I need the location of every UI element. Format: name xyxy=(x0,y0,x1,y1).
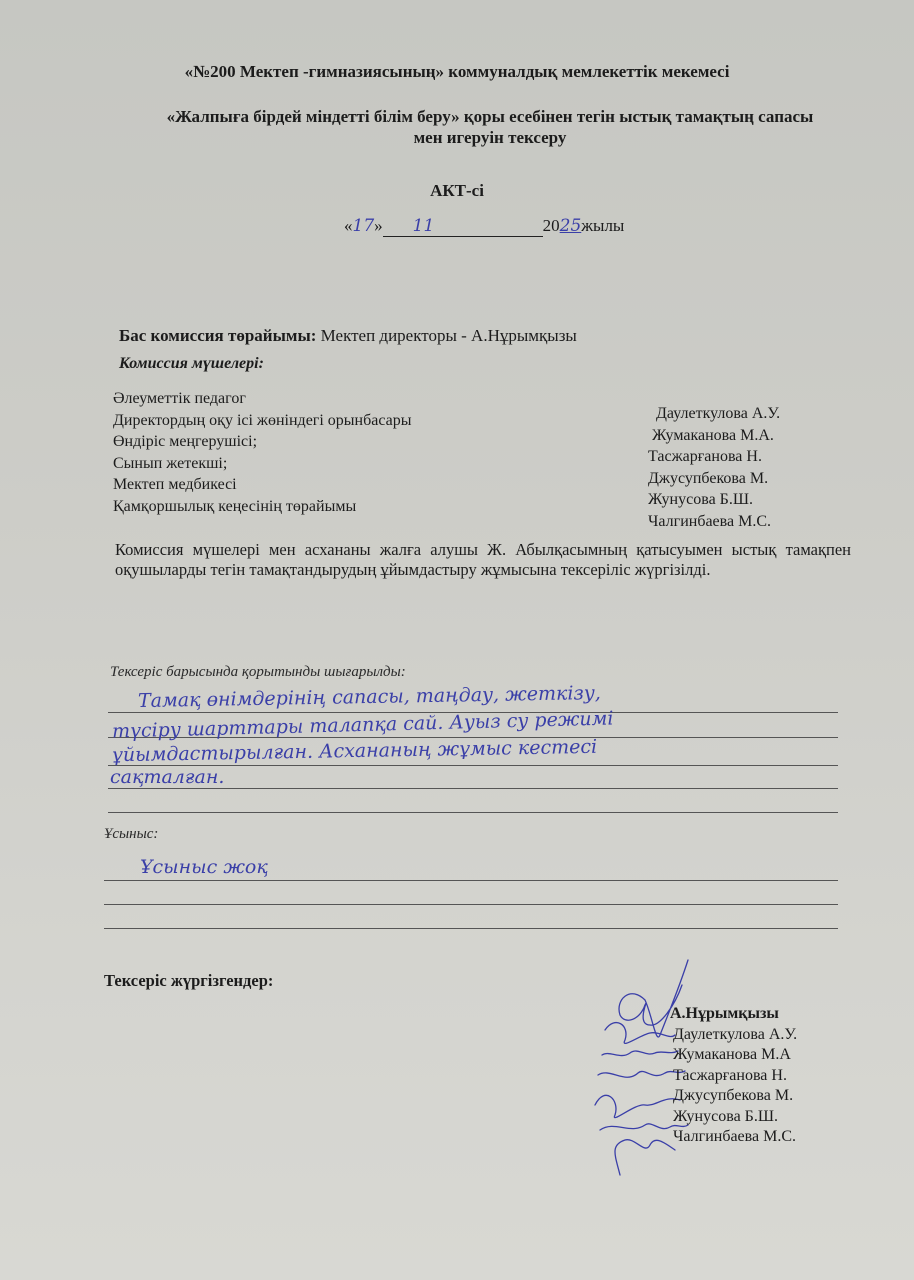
conclusion-handwritten-line: Тамақ өнімдерінің сапасы, таңдау, жеткізу, xyxy=(137,681,602,713)
signature-mark xyxy=(598,1071,685,1077)
document-title: АКТ-сі xyxy=(430,181,484,200)
date-line xyxy=(344,216,624,237)
member-role: Мектеп медбикесі xyxy=(113,476,237,493)
member-names-list xyxy=(648,403,780,532)
member-name: Чалгинбаева М.С. xyxy=(648,512,771,530)
chair-value: Мектеп директоры - А.Нұрымқызы xyxy=(320,326,577,345)
signature-mark xyxy=(605,1023,675,1044)
signature-mark xyxy=(595,1095,680,1117)
conclusion-label: Тексеріс барысында қорытынды шығарылды: xyxy=(110,664,406,680)
institution-title: «№200 Мектеп -гимназиясының» коммуналдық мемлекеттік мекемесі xyxy=(184,62,730,81)
member-name: Даулеткулова А.У. xyxy=(656,405,781,422)
members-heading: Комиссия мүшелері: xyxy=(119,355,264,372)
subject-title-line1: «Жалпыға бірдей міндетті білім беру» қоры есебінен тегін ыстық тамақтың сапасы xyxy=(166,107,814,126)
signer-name: Чалгинбаева М.С. xyxy=(673,1128,796,1145)
date-close-quote: » xyxy=(374,216,383,235)
signer-name: Джусупбекова М. xyxy=(673,1087,794,1104)
conclusion-handwritten-line: ұйымдастырылған. Асхананың жұмыс кестесі xyxy=(111,735,598,767)
ruled-line xyxy=(104,904,838,905)
date-year-suffix: 25 xyxy=(559,216,582,236)
signature-mark xyxy=(615,1140,675,1175)
member-roles-list xyxy=(113,388,412,517)
member-role: Сынып жетекші; xyxy=(113,454,228,472)
signature-mark xyxy=(602,1051,678,1056)
signers-list xyxy=(670,1004,798,1148)
ruled-line xyxy=(108,788,838,789)
member-name: Жумаканова М.А. xyxy=(652,426,774,444)
conclusion-handwritten-line: түсіру шарттары талапқа сай. Ауыз су режимі xyxy=(111,707,614,743)
date-year-prefix: 20 xyxy=(542,216,560,235)
member-role: Әлеуметтік педагог xyxy=(113,390,246,407)
member-role: Өндіріс меңгерушісі; xyxy=(113,433,258,450)
member-role: Директордың оқу ісі жөніндегі орынбасары xyxy=(113,411,412,429)
signer-name: Даулеткулова А.У. xyxy=(673,1025,798,1043)
signer-name: А.Нұрымқызы xyxy=(670,1005,779,1022)
date-open-quote: « xyxy=(344,216,353,235)
member-name: Джусупбекова М. xyxy=(648,469,769,487)
ruled-line xyxy=(104,880,838,881)
member-name: Тасжарғанова Н. xyxy=(648,448,762,465)
commission-chair xyxy=(119,326,577,346)
ruled-line xyxy=(108,812,838,813)
chair-label: Бас комиссия төрайымы: xyxy=(119,326,317,345)
date-month: 11 xyxy=(412,216,435,236)
recommendation-handwritten: Ұсыныс жоқ xyxy=(140,856,268,878)
signer-name: Тасжарғанова Н. xyxy=(673,1066,787,1084)
conclusion-handwritten-line: сақталған. xyxy=(110,766,225,788)
date-month-field xyxy=(383,216,543,237)
intro-paragraph: Комиссия мүшелері мен асхананы жалға алушы Ж. Абылқасымның қатысуымен ыстық тамақпен оқушыларды тегін тамақтандырудың ұйымдастыру жұмысына тексеріліс жүргізілді. xyxy=(115,540,851,579)
recommendation-label: Ұсыныс: xyxy=(104,826,159,842)
date-day: 17 xyxy=(352,216,375,236)
signatures-heading: Тексеріс жүргізгендер: xyxy=(104,971,274,990)
subject-title-line2: мен игеруін тексеру xyxy=(413,128,567,147)
member-role: Қамқоршылық кеңесінің төрайымы xyxy=(113,497,357,515)
member-name: Жунусова Б.Ш. xyxy=(648,491,753,508)
date-year-word: жылы xyxy=(581,216,625,235)
signer-name: Жумаканова М.А xyxy=(673,1046,791,1063)
subject-title xyxy=(120,106,860,148)
signer-name: Жунусова Б.Ш. xyxy=(673,1107,778,1125)
ruled-line xyxy=(104,928,838,929)
